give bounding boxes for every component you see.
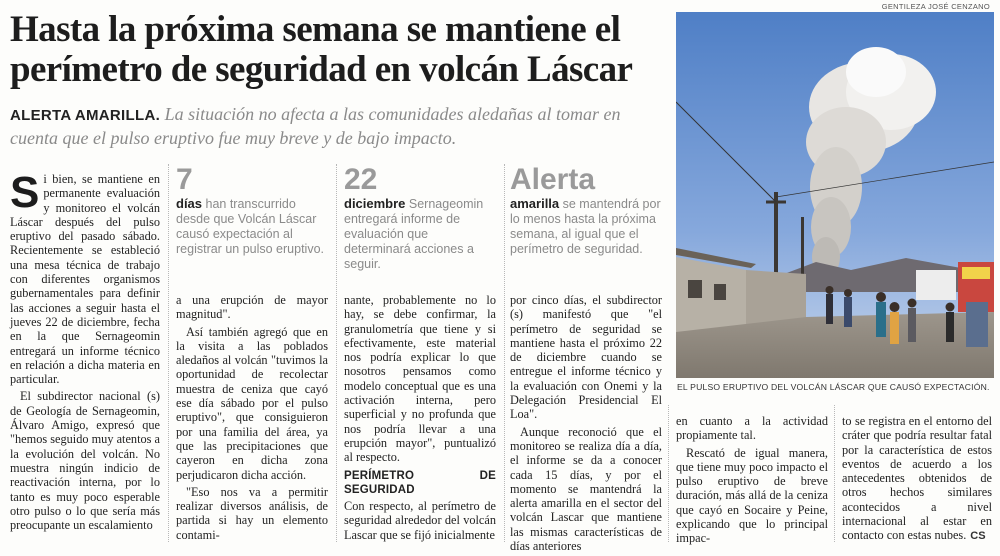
stat-bold: amarilla <box>510 196 560 211</box>
section-subhead: PERÍMETRO DE SEGURIDAD <box>344 469 496 496</box>
col3-paragraph-1: nante, probablemente no lo hay, se debe confirmar, la granulometría que tiene y si efectivamente, este material nos podría explicar lo que nosotros pensamos como modelo conceptual que es una activación interna, pero superficial y no profunda que nos podría llevar a una erupción mayor", puntualizó al respecto. <box>344 293 496 465</box>
end-mark: CS <box>970 530 986 543</box>
article-column-1 <box>10 168 160 535</box>
stat-text: se mantendrá por lo menos hasta la próxima semana, al igual que el perímetro de seguridad. <box>510 197 661 256</box>
photo-caption: EL PULSO ERUPTIVO DEL VOLCÁN LÁSCAR QUE CAUSÓ EXPECTACIÓN. <box>677 382 990 392</box>
stat-text: Sernageomin entregará informe de evaluación que determinará acciones a seguir. <box>344 197 484 271</box>
col6-paragraph-1: to se registra en el entorno del cráter que podría resultar fatal por la característica de estos eventos de acuerdo a los antecedentes obtenidos de otros hechos similares acontecidos a nivel internacional al estar en contacto con estas nubes. <box>842 414 992 543</box>
article-column-5 <box>676 414 828 549</box>
headline: Hasta la próxima semana se mantiene el perímetro de seguridad en volcán Láscar <box>10 9 633 90</box>
photo-credit: GENTILEZA JOSÉ CENZANO <box>881 2 990 11</box>
col3-paragraph-2: Con respecto, al perímetro de seguridad alrededor del volcán Lascar que se fijó inicialmente <box>344 499 496 542</box>
col5-paragraph-1: en cuanto a la actividad propiamente tal. <box>676 414 828 443</box>
col4-paragraph-2: Aunque reconoció que el monitoreo se realiza día a día, el informe se da a conocer cada 15 días, y por el momento se mantendrá la alerta amarilla en el sector del volcán Lascar que mantiene las mismas características de días anteriores <box>510 424 662 554</box>
col2-paragraph-2: Así también agregó que en la visita a las poblados aledaños al volcán "tuvimos la oportunidad de recolectar muestra de ceniza que cayó ese día sábado por el pulso eruptivo", que consiguieron por una familia del área, ya que las precipitaciones que cayeron en dicha zona perjudicaron dicha acción. <box>176 324 328 482</box>
col2-paragraph-3: "Eso nos va a permitir realizar diversos análisis, de partida si hay un elemento contami- <box>176 484 328 542</box>
stat-bold: días <box>176 196 203 211</box>
stat-box-days <box>176 164 328 257</box>
col4-paragraph-1: por cinco días, el subdirector (s) manifestó que "el perímetro de seguridad se mantiene hasta el próximo 22 de diciembre cuando se entregue el informe técnico y la evaluación con Onemi y la Delegación Presidencial El Loa". <box>510 293 662 422</box>
volcano-photo <box>676 12 994 378</box>
col1-paragraph-1: i bien, se mantiene en permanente evaluación y monitoreo el volcán Láscar después del pulso eruptivo del pasado sábado. Recientemente se estableció una mesa técnica de trabajo con diferentes organismos gubernamentales para definir las acciones a seguir hasta el jueves 22 de diciembre, fecha en la que Sernageomin entregará un informe técnico en relación a dicha materia en particular. <box>10 172 160 387</box>
dropcap: S <box>10 168 40 217</box>
col2-paragraph-1: a una erupción de mayor magnitud". <box>176 293 328 322</box>
deck <box>10 103 670 149</box>
col1-paragraph-2: El subdirector nacional (s) de Geología de Sernageomin, Álvaro Amigo, expresó que "hemos seguido muy atentos a la evolución del volcán. No muestra ningún indicio de reactivación interna, por lo tanto es muy poco esperable otro pulso o lo que sería más preocupante un escalamiento <box>10 389 160 533</box>
stat-number: 7 <box>176 163 193 196</box>
stat-bold: diciembre <box>344 196 406 211</box>
stat-box-december <box>344 164 496 272</box>
article-column-4 <box>510 293 662 556</box>
article-column-3 <box>344 293 496 545</box>
article-column-6 <box>842 414 992 547</box>
deck-text: La situación no afecta a las comunidades aledañas al tomar en cuenta que el pulso eruptivo fue muy breve y de bajo impacto. <box>10 104 621 148</box>
article-column-2 <box>176 293 328 545</box>
col5-paragraph-2: Rescató de igual manera, que tiene muy poco impacto el pulso eruptivo de breve duración, más allá de la ceniza que cayó en Socaire y Peine, explicando que lo principal impac- <box>676 445 828 546</box>
deck-kicker: ALERTA AMARILLA. <box>10 107 161 124</box>
stat-box-alert <box>510 164 662 257</box>
stat-text: han transcurrido desde que Volcán Láscar causó expectación al registrar un pulso eruptivo. <box>176 197 324 256</box>
stat-number: 22 <box>344 163 378 196</box>
stat-number: Alerta <box>510 163 596 196</box>
